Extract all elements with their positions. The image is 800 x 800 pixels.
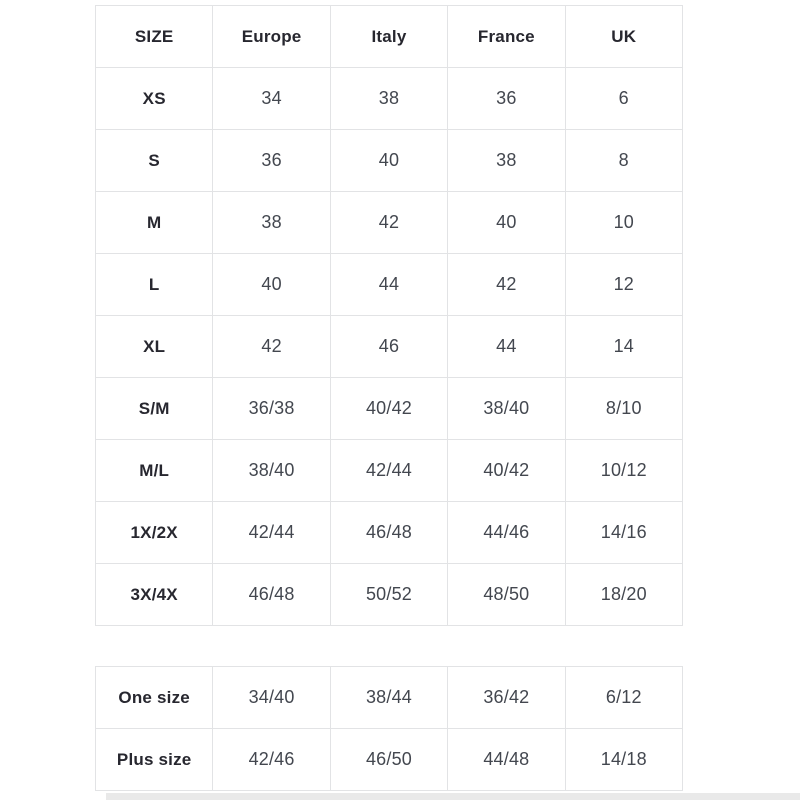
size-value: 42 xyxy=(330,192,447,254)
size-label: M/L xyxy=(96,440,213,502)
size-value: 14 xyxy=(565,316,682,378)
size-value: 46/48 xyxy=(213,564,330,626)
size-label: S xyxy=(96,130,213,192)
table-row xyxy=(96,130,683,192)
size-label: L xyxy=(96,254,213,316)
column-header: Europe xyxy=(213,6,330,68)
size-value: 10/12 xyxy=(565,440,682,502)
size-value: 46/48 xyxy=(330,502,447,564)
size-value: 8 xyxy=(565,130,682,192)
size-value: 36 xyxy=(448,68,565,130)
size-value: 14/18 xyxy=(565,729,682,791)
table-row xyxy=(96,502,683,564)
size-value: 50/52 xyxy=(330,564,447,626)
size-value: 44 xyxy=(448,316,565,378)
size-label: M xyxy=(96,192,213,254)
bottom-edge-strip xyxy=(106,793,800,800)
special-sizes-table xyxy=(95,666,683,791)
size-value: 40/42 xyxy=(330,378,447,440)
size-value: 40 xyxy=(330,130,447,192)
size-value: 36/38 xyxy=(213,378,330,440)
size-label: S/M xyxy=(96,378,213,440)
size-value: 18/20 xyxy=(565,564,682,626)
size-value: 38 xyxy=(330,68,447,130)
size-conversion-table xyxy=(95,5,683,626)
size-value: 44/46 xyxy=(448,502,565,564)
size-value: 42/44 xyxy=(213,502,330,564)
size-value: 48/50 xyxy=(448,564,565,626)
size-value: 6 xyxy=(565,68,682,130)
size-label: 1X/2X xyxy=(96,502,213,564)
table-row xyxy=(96,729,683,791)
header-row xyxy=(96,6,683,68)
size-value: 42 xyxy=(448,254,565,316)
column-header: UK xyxy=(565,6,682,68)
size-value: 38/40 xyxy=(448,378,565,440)
size-value: 42/46 xyxy=(213,729,330,791)
size-value: 42/44 xyxy=(330,440,447,502)
size-value: 34 xyxy=(213,68,330,130)
size-value: 14/16 xyxy=(565,502,682,564)
table-row xyxy=(96,68,683,130)
size-value: 40 xyxy=(213,254,330,316)
size-value: 6/12 xyxy=(565,667,682,729)
size-label: Plus size xyxy=(96,729,213,791)
size-value: 12 xyxy=(565,254,682,316)
special-sizes-table-body xyxy=(96,667,683,791)
table-row xyxy=(96,564,683,626)
size-label: 3X/4X xyxy=(96,564,213,626)
table-row xyxy=(96,378,683,440)
size-value: 42 xyxy=(213,316,330,378)
size-conversion-table-body xyxy=(96,68,683,626)
size-value: 38/44 xyxy=(330,667,447,729)
size-value: 8/10 xyxy=(565,378,682,440)
size-value: 36/42 xyxy=(448,667,565,729)
size-value: 40/42 xyxy=(448,440,565,502)
table-row xyxy=(96,192,683,254)
size-value: 46 xyxy=(330,316,447,378)
size-value: 46/50 xyxy=(330,729,447,791)
size-value: 38 xyxy=(213,192,330,254)
column-header: Italy xyxy=(330,6,447,68)
size-value: 44 xyxy=(330,254,447,316)
size-value: 38 xyxy=(448,130,565,192)
size-value: 44/48 xyxy=(448,729,565,791)
table-row xyxy=(96,667,683,729)
table-row xyxy=(96,316,683,378)
size-label: XL xyxy=(96,316,213,378)
size-value: 36 xyxy=(213,130,330,192)
table-row xyxy=(96,254,683,316)
size-label: One size xyxy=(96,667,213,729)
size-value: 10 xyxy=(565,192,682,254)
size-value: 34/40 xyxy=(213,667,330,729)
size-label: XS xyxy=(96,68,213,130)
column-header: France xyxy=(448,6,565,68)
column-header: SIZE xyxy=(96,6,213,68)
size-value: 38/40 xyxy=(213,440,330,502)
size-value: 40 xyxy=(448,192,565,254)
table-row xyxy=(96,440,683,502)
